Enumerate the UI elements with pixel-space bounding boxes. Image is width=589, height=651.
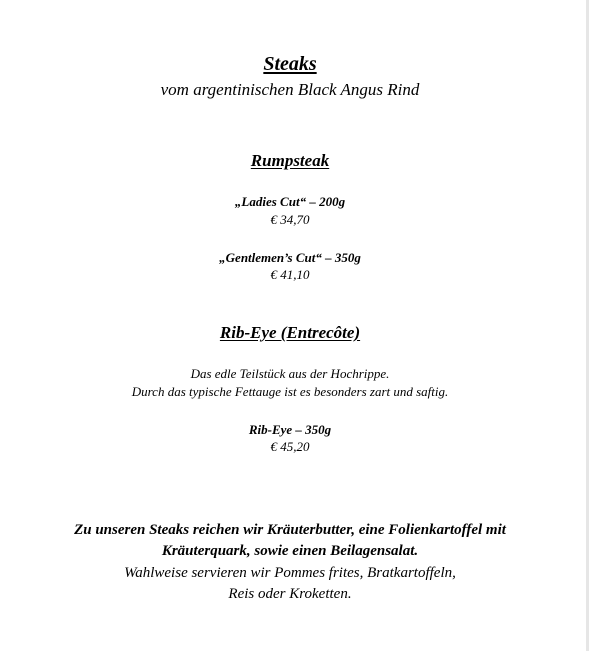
section-title: Steaks [263,53,317,75]
section-subtitle: vom argentinischen Black Angus Rind [160,80,420,99]
rumpsteak-title: Rumpsteak [250,151,330,170]
menu-item-price: € 34,70 [270,212,310,227]
menu-item-name: „Ladies Cut“ – 200g [234,194,346,209]
footer-bold-line2: Kräuterquark, sowie einen Beilagensalat. [161,543,419,559]
menu-item-name: Rib-Eye – 350g [248,422,332,437]
footer-bold-line1: Zu unseren Steaks reichen wir Kräuterbutter, eine Folienkartoffel mit [74,522,506,538]
ribeye-description-line1: Das edle Teilstück aus der Hochrippe. [190,366,390,381]
ribeye-description-line2: Durch das typische Fettauge ist es besonders zart und saftig. [131,384,449,399]
menu-item-price: € 41,10 [270,267,310,282]
footer-line4: Reis oder Kroketten. [228,586,352,602]
ribeye-title: Rib-Eye (Entrecôte) [219,323,361,342]
footer-line3: Wahlweise servieren wir Pommes frites, Bratkartoffeln, [124,565,456,581]
menu-item-name: „Gentlemen’s Cut“ – 350g [219,250,361,265]
menu-item-price: € 45,20 [270,439,310,454]
